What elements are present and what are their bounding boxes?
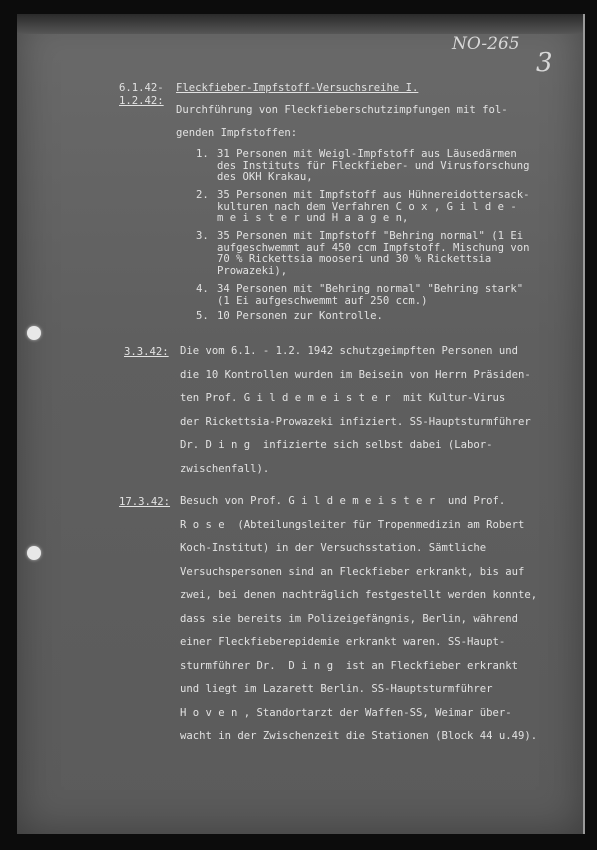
item-line: m e i s t e r und H a a g e n, <box>217 212 409 224</box>
section3-line: und liegt im Lazarett Berlin. SS-Hauptsturmführer <box>180 683 493 695</box>
item-line: Prowazeki), <box>217 264 288 277</box>
page-number-stamp: 3 <box>536 48 553 78</box>
item-line: des OKH Krakau, <box>217 171 313 183</box>
section3-line: wacht in der Zwischenzeit die Stationen (Block 44 u.49). <box>180 730 538 742</box>
section1-title: Fleckfieber-Impfstoff-Versuchsreihe I. <box>176 82 419 94</box>
section2-line: ten Prof. G i l d e m e i s t e r mit Kultur-Virus <box>180 392 506 404</box>
section2-date: 3.3.42: <box>124 346 169 358</box>
item-line: (1 Ei aufgeschwemmt auf 250 ccm.) <box>217 294 428 307</box>
intro-line: genden Impfstoffen: <box>176 127 298 139</box>
section2-line: der Rickettsia-Prowazeki infiziert. SS-Hauptsturmführer <box>180 415 531 428</box>
item-line: 35 Personen mit Impfstoff aus Hühnereidottersack- <box>217 189 530 201</box>
section3-line: H o v e n , Standortarzt der Waffen-SS, Weimar über- <box>180 706 512 719</box>
item-number: 3. <box>196 230 209 242</box>
item-number: 2. <box>196 189 209 201</box>
section1-date-start: 6.1.42- <box>119 82 164 94</box>
document-number-stamp: NO-265 <box>452 34 520 54</box>
punch-hole-upper <box>27 326 41 340</box>
item-number: 5. <box>196 310 209 322</box>
item-line: 34 Personen mit "Behring normal" "Behring stark" <box>217 283 524 295</box>
section3-line: Besuch von Prof. G i l d e m e i s t e r und Prof. <box>180 495 506 507</box>
item-line: aufgeschwemmt auf 450 ccm Impfstoff. Mischung von <box>217 241 530 254</box>
section2-line: Die vom 6.1. - 1.2. 1942 schutzgeimpften Personen und <box>180 345 519 357</box>
section2-line: zwischenfall). <box>180 462 270 475</box>
item-line: des Instituts für Fleckfieber- und Virusforschung <box>217 159 530 172</box>
item-number: 4. <box>196 283 209 295</box>
page-top-edge <box>17 14 583 34</box>
section2-line: Dr. D i n g infizierte sich selbst dabei (Labor- <box>180 439 493 451</box>
section3-line: zwei, bei denen nachträglich festgestellt werden konnte, <box>180 589 538 601</box>
section2-line: die 10 Kontrollen wurden im Beisein von Herrn Präsiden- <box>180 368 531 381</box>
section3-line: Versuchspersonen sind an Fleckfieber erkrankt, bis auf <box>180 565 525 578</box>
item-line: 35 Personen mit Impfstoff "Behring normal" (1 Ei <box>217 230 524 242</box>
section3-line: Koch-Institut) in der Versuchsstation. Sämtliche <box>180 542 487 554</box>
item-line: 70 % Rickettsia mooseri und 30 % Rickettsia <box>217 253 492 265</box>
punch-hole-lower <box>27 546 41 560</box>
section3-line: R o s e (Abteilungsleiter für Tropenmedizin am Robert <box>180 518 525 531</box>
section3-date: 17.3.42: <box>119 496 171 508</box>
item-line: 10 Personen zur Kontrolle. <box>217 310 383 322</box>
item-number: 1. <box>196 148 209 160</box>
section3-line: dass sie bereits im Polizeigefängnis, Berlin, während <box>180 612 519 625</box>
intro-line: Durchführung von Fleckfieberschutzimpfungen mit fol- <box>176 104 508 116</box>
item-line: 31 Personen mit Weigl-Impfstoff aus Läusedärmen <box>217 148 517 160</box>
section3-line: einer Fleckfieberepidemie erkrankt waren. SS-Haupt- <box>180 636 506 648</box>
item-line: kulturen nach dem Verfahren C o x , G i l d e - <box>217 200 517 213</box>
section3-line: sturmführer Dr. D i n g ist an Fleckfieber erkrankt <box>180 659 519 672</box>
section1-date-end: 1.2.42: <box>119 95 164 107</box>
